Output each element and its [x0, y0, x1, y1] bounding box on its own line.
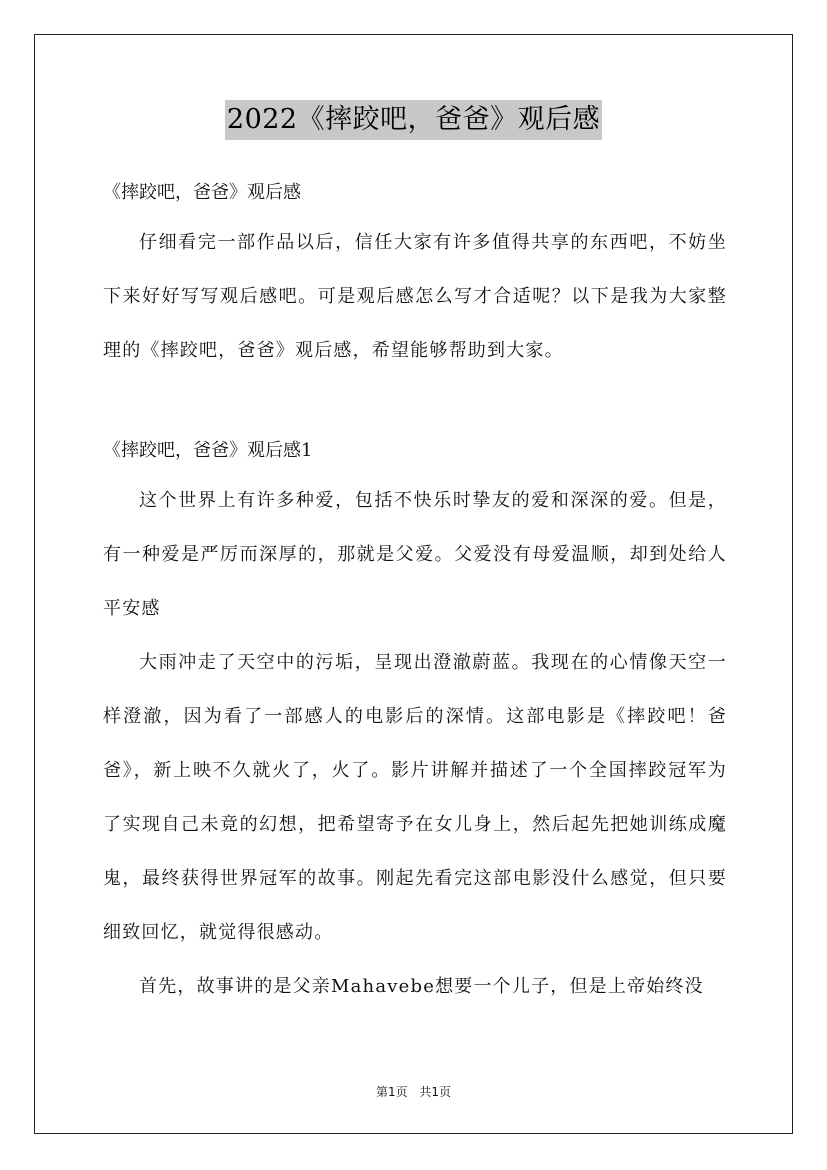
intro-paragraph: 仔细看完一部作品以后，信任大家有许多值得共享的东西吧，不妨坐下来好好写写观后感吧。可是观后感怎么写才合适呢？以下是我为大家整理的《摔跤吧，爸爸》观后感，希望能够帮助到大家。 [103, 232, 727, 361]
section-spacer [103, 378, 727, 428]
document-title: 2022《摔跤吧，爸爸》观后感 [225, 100, 602, 140]
title-container [0, 100, 827, 140]
page-number: 第1页 [375, 1085, 408, 1099]
section-heading-1: 《摔跤吧，爸爸》观后感1 [103, 440, 313, 461]
page-total: 共1页 [419, 1085, 452, 1099]
body-paragraph-1: 这个世界上有许多种爱，包括不快乐时挚友的爱和深深的爱。但是，有一种爱是严厉而深厚的，那就是父爱。父爱没有母爱温顺，却到处给人平安感 [103, 490, 727, 619]
page-footer [0, 1084, 827, 1100]
body-paragraph-2: 大雨冲走了天空中的污垢，呈现出澄澈蔚蓝。我现在的心情像天空一样澄澈，因为看了一部感人的电影后的深情。这部电影是《摔跤吧！爸爸》，新上映不久就火了，火了。影片讲解并描述了一个全国摔跤冠军为了实现自己未竟的幻想，把希望寄予在女儿身上，然后起先把她训练成魔鬼，最终获得世界冠军的故事。刚起先看完这部电影没什么感觉，但只要细致回忆，就觉得很感动。 [103, 652, 727, 943]
document-body [103, 170, 727, 1014]
body-paragraph-3: 首先，故事讲的是父亲Mahavebe想要一个儿子，但是上帝始终没 [139, 976, 704, 997]
intro-heading: 《摔跤吧，爸爸》观后感 [103, 182, 301, 203]
